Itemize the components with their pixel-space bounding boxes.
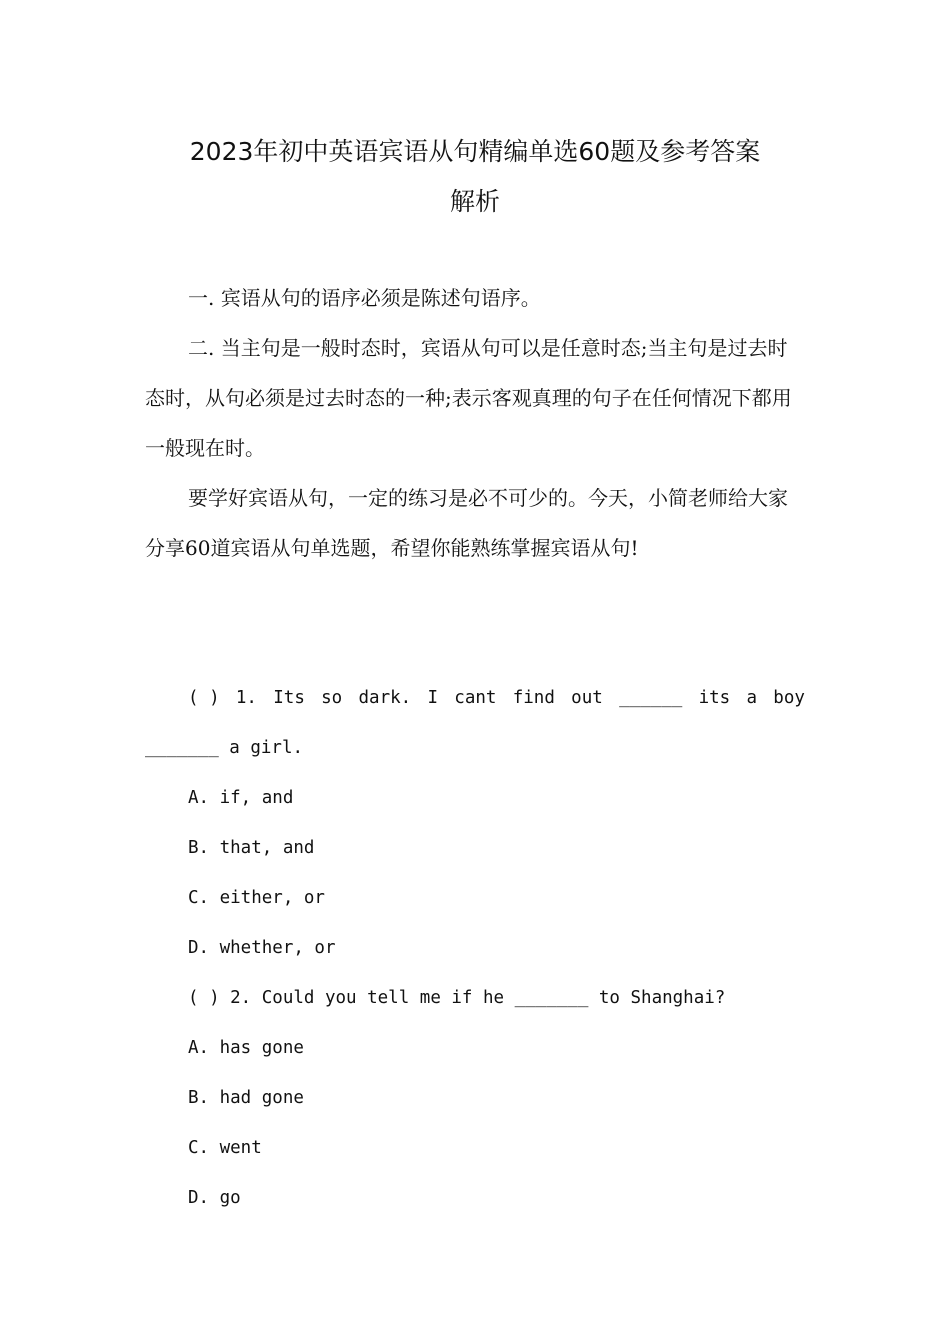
stem-word: its (698, 688, 731, 708)
question-1-option-b: B. that, and (188, 838, 315, 858)
stem-word: find (512, 688, 555, 708)
question-2-option-c: C. went (188, 1138, 262, 1158)
question-1-stem-continued: _______ a girl. (145, 738, 304, 758)
rule-two: 二. 当主句是一般时态时，宾语从句可以是任意时态;当主句是过去时态时，从句必须是过去时态的一种;表示客观真理的句子在任何情况下都用一般现在时。 (145, 336, 792, 460)
stem-word: cant (454, 688, 497, 708)
question-1-option-d: D. whether, or (188, 938, 336, 958)
question-1-stem (188, 686, 805, 710)
stem-word: so (321, 688, 343, 708)
rule-one: 一. 宾语从句的语序必须是陈述句语序。 (188, 286, 541, 310)
stem-word: Its (273, 688, 305, 708)
stem-word: dark. (358, 688, 412, 708)
question-1-option-c: C. either, or (188, 888, 325, 908)
document-title-continued: 解析 (449, 187, 500, 216)
stem-word: a (746, 688, 757, 708)
stem-word: boy (773, 688, 805, 708)
question-2-option-d: D. go (188, 1188, 241, 1208)
question-number: 1. (235, 688, 257, 708)
practice-note: 要学好宾语从句，一定的练习是必不可少的。今天，小简老师给大家分享60道宾语从句单选题，希望你能熟练掌握宾语从句! (145, 486, 788, 560)
stem-word: I (427, 688, 439, 708)
answer-bracket: ( ) (188, 688, 220, 708)
question-2-option-a: A. has gone (188, 1038, 304, 1058)
question-2-option-b: B. had gone (188, 1088, 304, 1108)
question-1-option-a: A. if, and (188, 788, 294, 808)
question-2-stem: ( ) 2. Could you tell me if he _______ to Shanghai? (188, 988, 726, 1008)
document-title: 2023年初中英语宾语从句精编单选60题及参考答案 (189, 137, 761, 166)
stem-word: out (571, 688, 603, 708)
blank: ______ (619, 688, 683, 708)
